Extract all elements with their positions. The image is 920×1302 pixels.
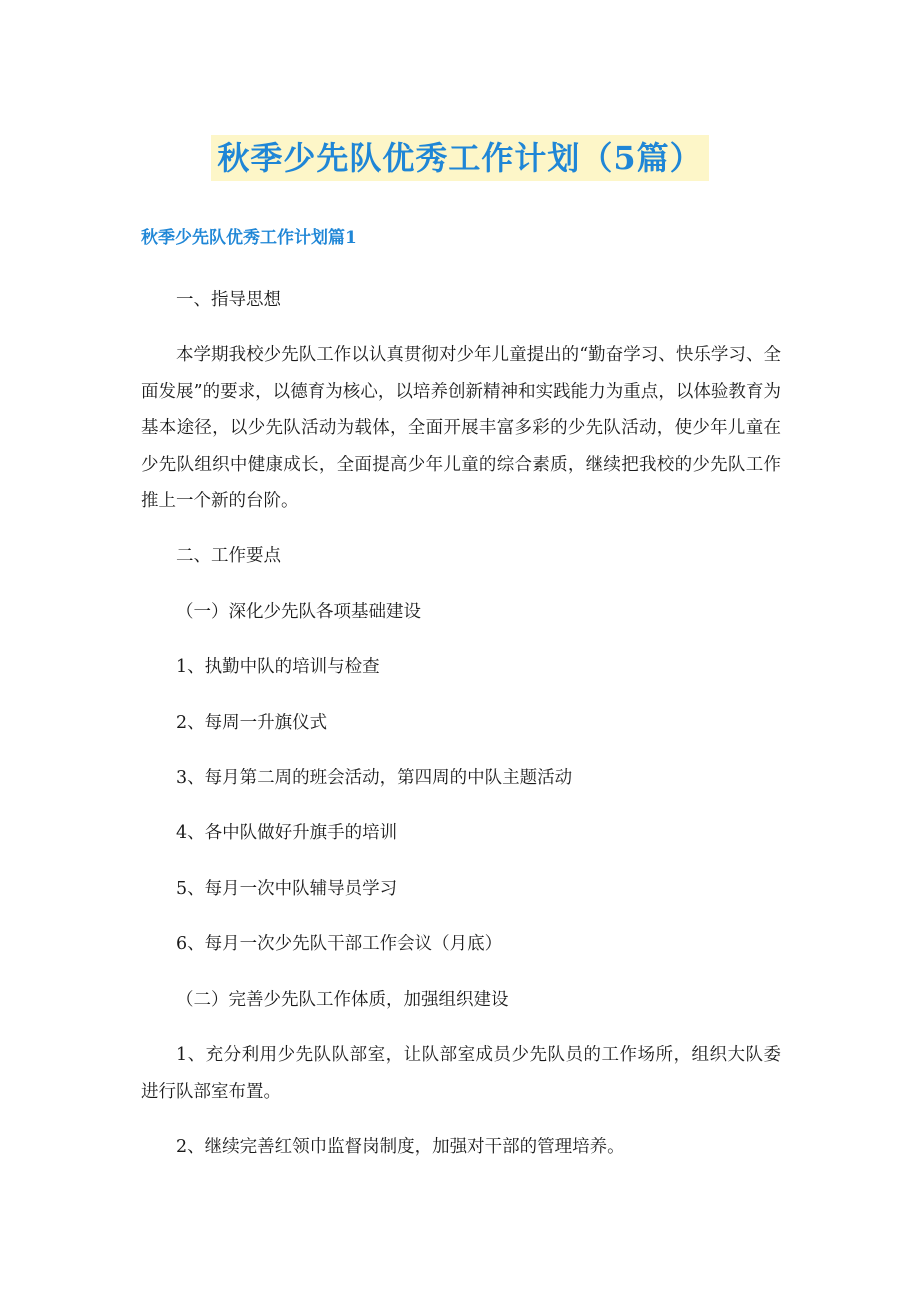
list-item-5: 5、每月一次中队辅导员学习 bbox=[176, 879, 398, 899]
heading-guiding-ideology: 一、指导思想 bbox=[176, 290, 281, 310]
paragraph-guiding-ideology: 本学期我校少先队工作以认真贯彻对少年儿童提出的“勤奋学习、快乐学习、全面发展”的要求，以德育为核心，以培养创新精神和实践能力为重点，以体验教育为基本途径，以少先队活动为载体，全面开展丰富多彩的少先队活动，使少年儿童在少先队组织中健康成长，全面提高少年儿童的综合素质，继续把我校的少先队工作推上一个新的台阶。 bbox=[141, 345, 781, 511]
list-item-org-2: 2、继续完善红领巾监督岗制度，加强对干部的管理培养。 bbox=[176, 1137, 625, 1157]
document-title-wrap bbox=[0, 135, 920, 181]
subheading-basic-construction: （一）深化少先队各项基础建设 bbox=[176, 602, 421, 622]
list-item-org-1: 1、充分利用少先队队部室，让队部室成员少先队员的工作场所，组织大队委进行队部室布置。 bbox=[141, 1045, 781, 1102]
list-item-1: 1、执勤中队的培训与检查 bbox=[176, 657, 380, 677]
heading-work-points: 二、工作要点 bbox=[176, 546, 281, 566]
list-item-2: 2、每周一升旗仪式 bbox=[176, 713, 328, 733]
list-item-6: 6、每月一次少先队干部工作会议（月底） bbox=[176, 934, 503, 954]
list-item-3: 3、每月第二周的班会活动，第四周的中队主题活动 bbox=[176, 768, 573, 788]
section-heading: 秋季少先队优秀工作计划篇1 bbox=[141, 228, 357, 248]
subheading-organization: （二）完善少先队工作体质，加强组织建设 bbox=[176, 990, 509, 1010]
list-item-4: 4、各中队做好升旗手的培训 bbox=[176, 823, 398, 843]
document-title: 秋季少先队优秀工作计划（5篇） bbox=[211, 135, 708, 181]
